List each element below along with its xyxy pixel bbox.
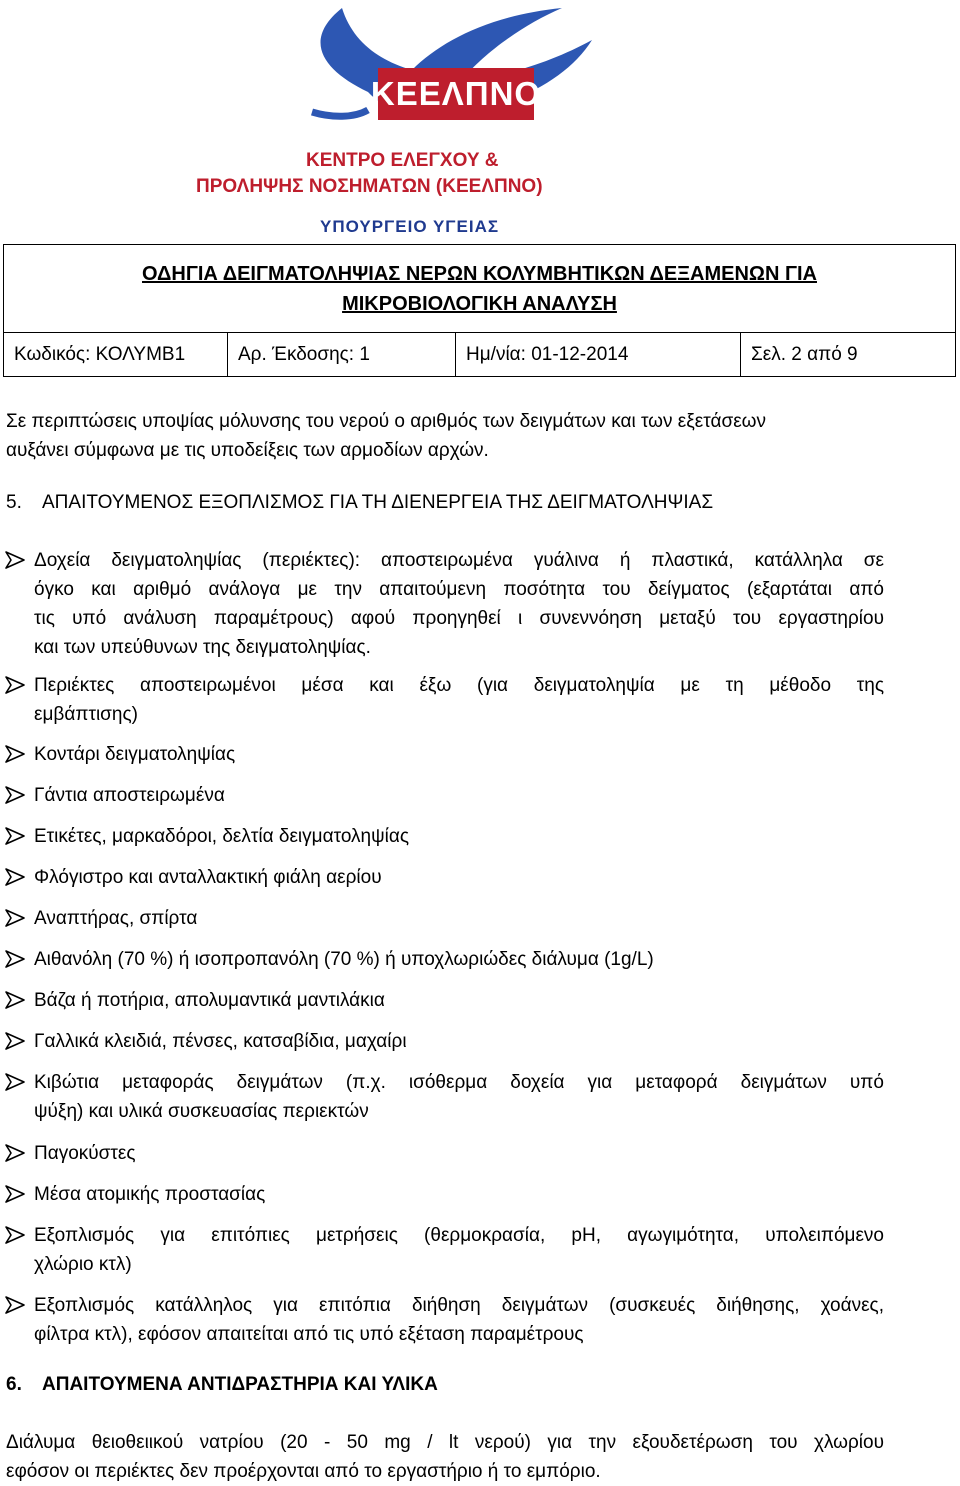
equipment-item-text	[34, 740, 884, 769]
page-number: Σελ. 2 από 9	[751, 344, 858, 365]
document-title	[4, 245, 955, 333]
reagents-line: εφόσον οι περιέκτες δεν προέρχονται από το εργαστήριο ή το εμπόριο.	[6, 1461, 601, 1482]
logo-acronym: ΚΕΕΛΠΝΟ	[378, 68, 534, 120]
equipment-item-line: φίλτρα κτλ), εφόσον απαιτείται από τις υπό εξέταση παραμέτρους	[34, 1324, 584, 1345]
equipment-item-text	[34, 904, 884, 933]
arrow-bullet-icon	[4, 908, 26, 928]
equipment-item-text	[34, 986, 884, 1015]
equipment-item-line: όγκο και αριθμό ανάλογα με την απαιτούμενη ποσότητα του δείγματος (εξαρτάται από	[34, 579, 884, 600]
equipment-item-line: εμβάπτισης)	[34, 704, 138, 725]
reagents-line: Διάλυμα θειοθειικού νατρίου (20 - 50 mg / lt νερού) για την εξουδετέρωση του χλωρίου	[6, 1432, 884, 1453]
arrow-bullet-icon	[4, 949, 26, 969]
equipment-item-text	[34, 781, 884, 810]
arrow-bullet-icon	[4, 550, 26, 570]
equipment-item-text	[34, 822, 884, 851]
equipment-item-line: τις υπό ανάλυση παραμέτρους) αφού προηγηθεί ι συνεννόηση μεταξύ του εργαστηρίου	[34, 608, 884, 629]
equipment-item-text	[34, 1068, 884, 1126]
section-5-heading	[6, 492, 713, 514]
equipment-item-line: Δοχεία δειγματοληψίας (περιέκτες): αποστειρωμένα γυάλινα ή πλαστικά, κατάλληλα σε	[34, 550, 884, 571]
equipment-item-text	[34, 945, 884, 974]
logo-ministry-text: ΥΠΟΥΡΓΕΙΟ ΥΓΕΙΑΣ	[320, 217, 500, 236]
equipment-item-line: Μέσα ατομικής προστασίας	[34, 1184, 266, 1205]
section-number: 5.	[6, 492, 22, 513]
equipment-item-text	[34, 1221, 884, 1279]
section-title: ΑΠΑΙΤΟΥΜΕΝΟΣ ΕΞΟΠΛΙΣΜΟΣ ΓΙΑ ΤΗ ΔΙΕΝΕΡΓΕΙΑ ΤΗΣ ΔΕΙΓΜΑΤΟΛΗΨΙΑΣ	[42, 492, 714, 513]
document-title-line1: ΟΔΗΓΙΑ ΔΕΙΓΜΑΤΟΛΗΨΙΑΣ ΝΕΡΩΝ ΚΟΛΥΜΒΗΤΙΚΩΝ ΔΕΞΑΜΕΝΩΝ ΓΙΑ	[142, 262, 817, 285]
equipment-item-line: Κιβώτια μεταφοράς δειγμάτων (π.χ. ισόθερμα δοχεία για μεταφορά δειγμάτων υπό	[34, 1072, 884, 1093]
intro-paragraph	[6, 407, 766, 465]
equipment-item-line: Αιθανόλη (70 %) ή ισοπροπανόλη (70 %) ή υποχλωριώδες διάλυμα (1g/L)	[34, 949, 654, 970]
equipment-item-text	[34, 546, 884, 662]
equipment-item-line: Ετικέτες, μαρκαδόροι, δελτία δειγματοληψίας	[34, 826, 409, 847]
intro-line: αυξάνει σύμφωνα με τις υποδείξεις των αρμοδίων αρχών.	[6, 440, 489, 461]
equipment-item-line: Γαλλικά κλειδιά, πένσες, κατσαβίδια, μαχαίρι	[34, 1031, 407, 1052]
arrow-bullet-icon	[4, 1295, 26, 1315]
document-edition: Αρ. Έκδοσης: 1	[228, 333, 456, 377]
document-title-line2: ΜΙΚΡΟΒΙΟΛΟΓΙΚΗ ΑΝΑΛΥΣΗ	[342, 292, 617, 315]
arrow-bullet-icon	[4, 1225, 26, 1245]
arrow-bullet-icon	[4, 785, 26, 805]
arrow-bullet-icon	[4, 867, 26, 887]
arrow-bullet-icon	[4, 1184, 26, 1204]
document-header-table	[3, 244, 956, 377]
document-date: Ημ/νία: 01-12-2014	[456, 333, 741, 377]
equipment-item-text	[34, 1291, 884, 1349]
section-6-heading	[6, 1374, 438, 1396]
logo-text-line2: ΠΡΟΛΗΨΗΣ ΝΟΣΗΜΑΤΩΝ (ΚΕΕΛΠΝΟ)	[196, 176, 543, 197]
equipment-item-text	[34, 1027, 884, 1056]
equipment-item-line: Εξοπλισμός για επιτόπιες μετρήσεις (θερμοκρασία, pH, αγωγιμότητα, υπολειπόμενο	[34, 1225, 884, 1246]
equipment-item-text	[34, 1139, 884, 1168]
document-meta-row	[4, 333, 955, 377]
arrow-bullet-icon	[4, 1072, 26, 1092]
equipment-item-line: Βάζα ή ποτήρια, απολυμαντικά μαντιλάκια	[34, 990, 385, 1011]
document-code: Κωδικός: ΚΟΛΥΜΒ1	[4, 333, 228, 377]
equipment-item-line: Παγοκύστες	[34, 1143, 136, 1164]
arrow-bullet-icon	[4, 826, 26, 846]
equipment-item-line: Φλόγιστρο και ανταλλακτική φιάλη αερίου	[34, 867, 382, 888]
equipment-item-line: και των υπεύθυνων της δειγματοληψίας.	[34, 637, 371, 658]
arrow-bullet-icon	[4, 1031, 26, 1051]
keelpno-logo	[172, 0, 712, 244]
equipment-item-line: χλώριο κτλ)	[34, 1254, 132, 1275]
equipment-item-line: ψύξη) και υλικά συσκευασίας περιεκτών	[34, 1101, 369, 1122]
equipment-item-text	[34, 671, 884, 729]
equipment-item-line: Γάντια αποστειρωμένα	[34, 785, 225, 806]
arrow-bullet-icon	[4, 744, 26, 764]
dove-emblem-icon	[172, 0, 712, 244]
equipment-item-line: Αναπτήρας, σπίρτα	[34, 908, 198, 929]
arrow-bullet-icon	[4, 990, 26, 1010]
equipment-item-text	[34, 1180, 884, 1209]
equipment-item-line: Περιέκτες αποστειρωμένοι μέσα και έξω (για δειγματοληψία με τη μέθοδο της	[34, 675, 884, 696]
equipment-item-line: Εξοπλισμός κατάλληλος για επιτόπια διήθηση δειγμάτων (συσκευές διήθησης, χοάνες,	[34, 1295, 884, 1316]
equipment-item-line: Κοντάρι δειγματοληψίας	[34, 744, 236, 765]
intro-line: Σε περιπτώσεις υποψίας μόλυνσης του νερού ο αριθμός των δειγμάτων και των εξετάσεων	[6, 411, 766, 432]
equipment-item-text	[34, 863, 884, 892]
arrow-bullet-icon	[4, 1143, 26, 1163]
arrow-bullet-icon	[4, 675, 26, 695]
section-number: 6.	[6, 1374, 22, 1395]
section-title: ΑΠΑΙΤΟΥΜΕΝΑ ΑΝΤΙΔΡΑΣΤΗΡΙΑ ΚΑΙ ΥΛΙΚΑ	[42, 1374, 438, 1395]
logo-text-line1: ΚΕΝΤΡΟ ΕΛΕΓΧΟΥ &	[306, 150, 499, 171]
reagents-paragraph	[6, 1428, 884, 1486]
